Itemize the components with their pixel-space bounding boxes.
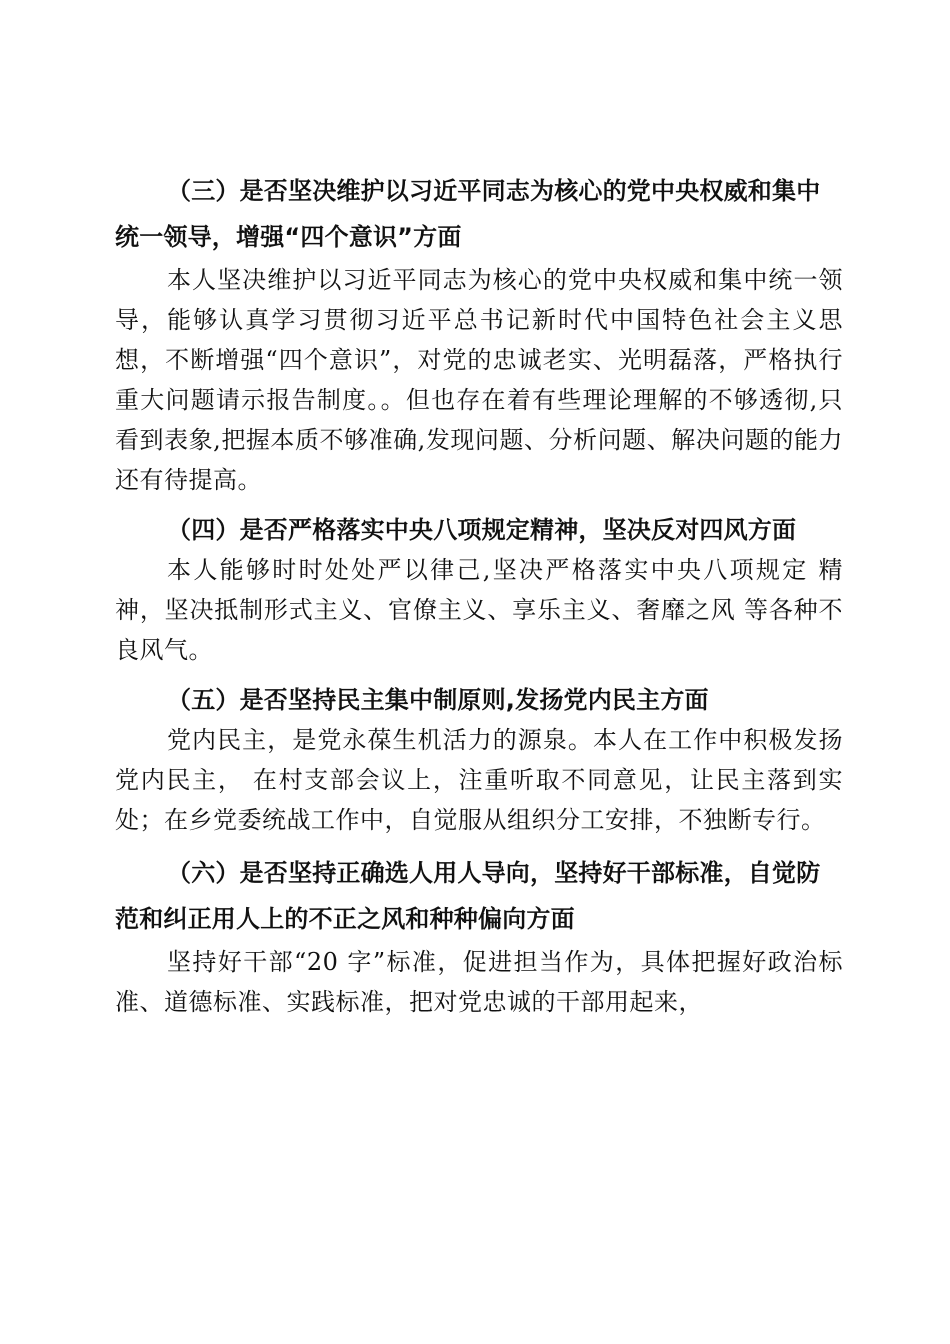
- section-body-4: 本人能够时时处处严以律己,坚决严格落实中央八项规定 精神，坚决抵制形式主义、官僚主义、享乐主义、奢靡之风 等各种不良风气。: [115, 556, 843, 664]
- section-heading-4: （四）是否严格落实中央八项规定精神，坚决反对四风方面: [167, 516, 797, 544]
- section-heading-3: （三）是否坚决维护以习近平同志为核心的党中央权威和集中统一领导，增强“四个意识”方面: [115, 177, 821, 251]
- section-body-5: 党内民主，是党永葆生机活力的源泉。本人在工作中积极发扬党内民主， 在村支部会议上，注重听取不同意见，让民主落到实处；在乡党委统战工作中，自觉服从组织分工安排，不独断专行。: [115, 726, 843, 834]
- section-body-3: 本人坚决维护以习近平同志为核心的党中央权威和集中统一领导，能够认真学习贯彻习近平总书记新时代中国特色社会主义思想，不断增强“四个意识”，对党的忠诚老实、光明磊落，严格执行重大问题请示报告制度。。但也存在着有些理论理解的不够透彻,只看到表象,把握本质不够准确,发现问题、分析问题、解决问题的能力还有待提高。: [115, 266, 843, 494]
- section-heading-5: （五）是否坚持民主集中制原则,发扬党内民主方面: [167, 686, 709, 714]
- document-page: [115, 168, 843, 1022]
- section-body-6: 坚持好干部“20 字”标准，促进担当作为，具体把握好政治标准、道德标准、实践标准，把对党忠诚的干部用起来，: [115, 948, 843, 1016]
- section-heading-6: （六）是否坚持正确选人用人导向，坚持好干部标准，自觉防范和纠正用人上的不正之风和种种偏向方面: [115, 859, 821, 933]
